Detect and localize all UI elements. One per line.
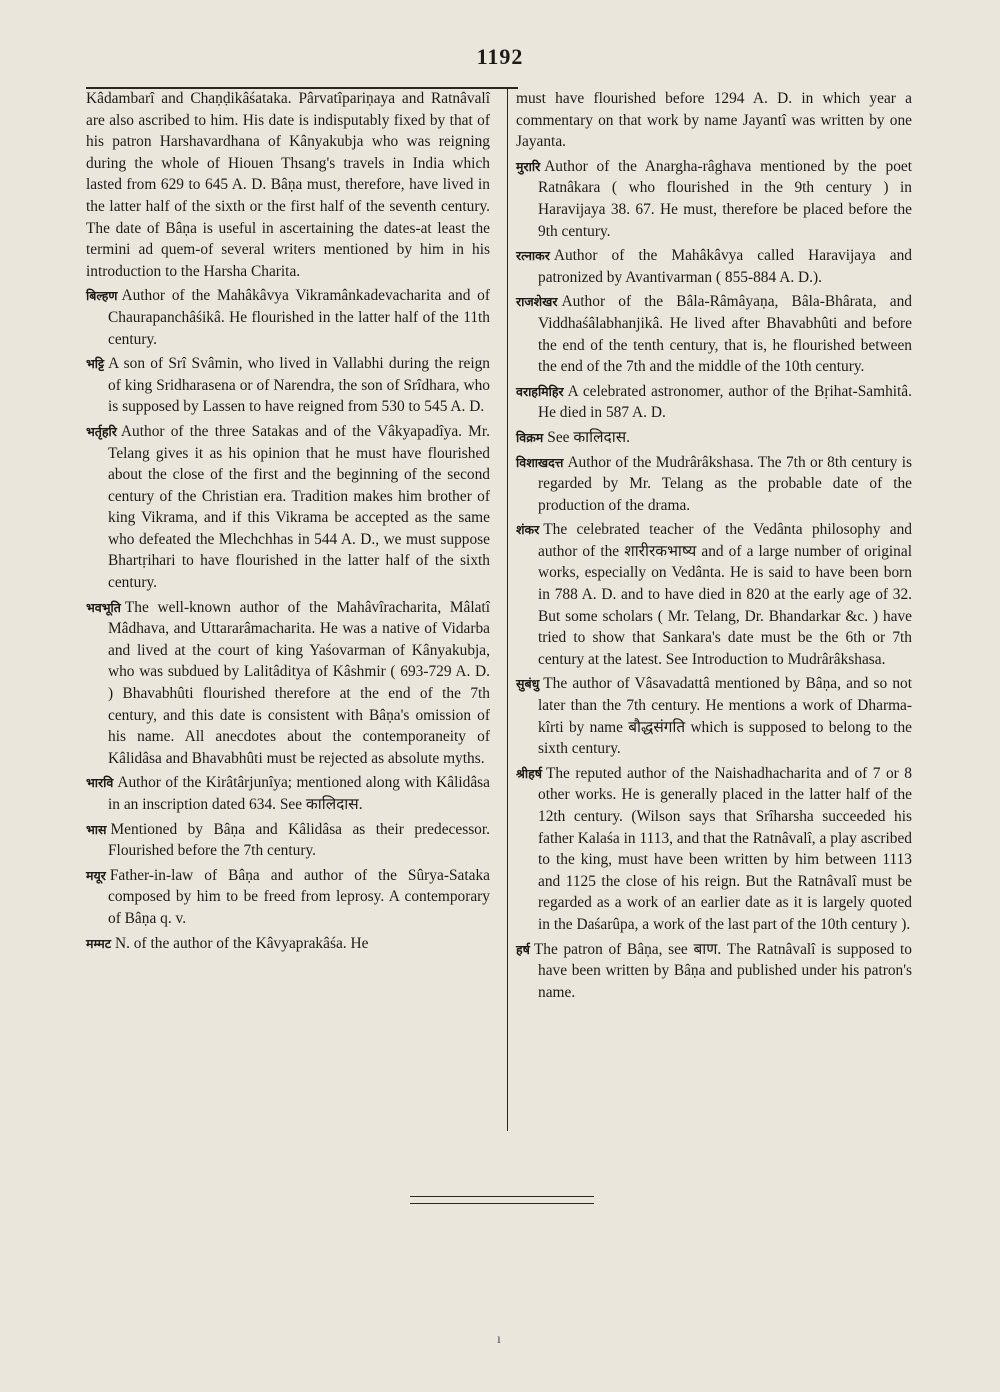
headword: भारवि bbox=[86, 775, 114, 791]
headword: वराहमिहिर bbox=[516, 383, 564, 399]
headword: श्रीहर्ष bbox=[516, 765, 542, 781]
headword: भट्टि bbox=[86, 356, 105, 372]
headword: शंकर bbox=[516, 522, 540, 538]
entry-vishakhadatta: विशाखदत्त Author of the Mudrârâkshasa. The 7th or 8th century is regarded by Mr. Telang as the probable date of the production of the drama. bbox=[516, 453, 912, 514]
right-column bbox=[516, 88, 912, 1006]
entry-ratnakara: रत्नाकर Author of the Mahâkâvya called Haravijaya and patronized by Avantivarman ( 855-884 A. D.). bbox=[516, 247, 912, 286]
headword: मुरारि bbox=[516, 158, 541, 174]
headword: भवभूति bbox=[86, 599, 121, 615]
entry-varahamihira: वराहमिहिर A celebrated astronomer, author of the Bṛihat-Samhitâ. He died in 587 A. D. bbox=[516, 382, 912, 422]
headword: मम्मट bbox=[86, 935, 111, 951]
entry-mayura: मयूर Father-in-law of Bâṇa and author of the Sûrya-Sataka composed by him to be freed from leprosy. A contemporary of Bâṇa q. v. bbox=[86, 866, 490, 927]
headword: रत्नाकर bbox=[516, 248, 550, 264]
entry-bhavabhuti: भवभूति The well-known author of the Mahâvîracharita, Mâlatî Mâdhava, and Uttararâmacharita. He was a native of Vidarba and lived at the court of king Yaśovarman of Kânyakubja, who was subdued by Lalitâditya of Kâshmir ( 693-729 A. D. ) Bhavabhûti flourished therefore at the end of the 7th century, and this date is consistent with Bâṇa's omission of his name. All anecdotes about the contemporaneity of Kâlidâsa and Bhavabhûti must be rejected as absolute myths. bbox=[86, 598, 490, 767]
page-number: 1192 bbox=[476, 44, 524, 69]
headword: भर्तृहरि bbox=[86, 423, 117, 439]
entry-bhatti: भट्टि A son of Srî Svâmin, who lived in Vallabhi during the reign of king Sridharasena or of Narendra, the son of Srîdhara, who is supposed by Lassen to have reigned from 530 to 545 A. D. bbox=[86, 355, 490, 416]
entry-bhasa: भास Mentioned by Bâṇa and Kâlidâsa as their predecessor. Flourished before the 7th century. bbox=[86, 820, 490, 860]
entry-subandhu: सुबंधु The author of Vâsavadattâ mentioned by Bâṇa, and so not later than the 7th century. He mentions a work of Dharma-kîrti by name बौद्धसंगति which is supposed to belong to the sixth century. bbox=[516, 675, 912, 758]
headword: राजशेखर bbox=[516, 294, 558, 310]
headword: भास bbox=[86, 821, 107, 837]
entry-shriharsha: श्रीहर्ष The reputed author of the Naishadhacharita and of 7 or 8 other works. He is generally placed in the latter half of the 12th century. (Wilson says that Srîharsha succeeded his father Kalaśa in 1113, and that the Ratnâvalî, a play ascribed to the king, must have been written by him between 1113 and 1125 the close of his reign. But the Ratnâvalî must be regarded as a work of an earlier date as it is largely quoted in the Daśarûpa, a work of the last part of the 10th century ). bbox=[516, 764, 912, 933]
entry-rajashekhara: राजशेखर Author of the Bâla-Râmâyaṇa, Bâla-Bhârata, and Viddhaśâlabhanjikâ. He lived after Bhavabhûti and before the end of the tenth century, that is, he flourished between the end of the 7th and the middle of the 10th century. bbox=[516, 293, 912, 376]
entry-bilhana: बिल्हण Author of the Mahâkâvya Vikramânkadevacharita and of Chaurapanchâśikâ. He flourished in the latter half of the 11th century. bbox=[86, 287, 490, 348]
left-column bbox=[86, 88, 490, 957]
headword: विशाखदत्त bbox=[516, 454, 564, 470]
end-double-rule bbox=[410, 1196, 594, 1204]
entry-shankara: शंकर The celebrated teacher of the Vedânta philosophy and author of the शारीरकभाष्य and of a large number of original works, especially on Vedânta. He is said to have been born in 788 A. D. and to have died in 820 at the early age of 32. But some scholars ( Mr. Telang, Dr. Bhandarkar &c. ) have tried to show that Sankara's date must be the 6th or 7th century at the latest. See Introduction to Mudrârâkshasa. bbox=[516, 521, 912, 668]
entry-continuation: Kâdambarî and Chaṇḍikâśataka. Pârvatîpariṇaya and Ratnâvalî are also ascribed to him. His date is indisputably fixed by that of his patron Harshavardhana of Kânyakubja who was reigning during the whole of Hiouen Thsang's travels in India which lasted from 629 to 645 A. D. Bâṇa must, therefore, have lived in the latter half of the sixth or the first half of the seventh century. The date of Bâṇa is useful in ascertaining the dates-at least the termini ad quem-of several writers mentioned by him in his introduction to the Harsha Charita. bbox=[86, 90, 490, 280]
entry-continuation: must have flourished before 1294 A. D. in which year a commentary on that work by name Jayantî was written by one Jayanta. bbox=[516, 90, 912, 151]
headword: सुबंधु bbox=[516, 676, 540, 692]
headword: हर्ष bbox=[516, 941, 530, 957]
entry-vikrama: विक्रम See कालिदास. bbox=[516, 428, 630, 446]
entry-bharavi: भारवि Author of the Kirâtârjunîya; mentioned along with Kâlidâsa in an inscription dated 634. See कालिदास. bbox=[86, 774, 490, 813]
headword: बिल्हण bbox=[86, 288, 118, 304]
entry-murari: मुरारि Author of the Anargha-râghava mentioned by the poet Ratnâkara ( who flourished in the 9th century ) in Haravijaya 38. 67. He must, therefore be placed before the 9th century. bbox=[516, 157, 912, 240]
entry-bhartrihari: भर्तृहरि Author of the three Satakas and of the Vâkyapadîya. Mr. Telang gives it as his opinion that he must have flourished about the close of the first and the beginning of the second century of the Christian era. Tradition makes him brother of king Vikrama, and if this Vikrama be accepted as the same who defeated the Mlechchhas in 544 A. D., we must suppose Bhartṛihari to have flourished in the latter half of the sixth century. bbox=[86, 422, 490, 592]
bottom-mark: ı bbox=[497, 1332, 501, 1347]
headword: विक्रम bbox=[516, 429, 544, 445]
headword: मयूर bbox=[86, 867, 106, 883]
entry-mammata: मम्मट N. of the author of the Kâvyaprakâśa. He bbox=[86, 934, 369, 952]
column-divider bbox=[507, 88, 508, 1131]
entry-harsha: हर्ष The patron of Bâṇa, see बाण. The Ratnâvalî is supposed to have been written by Bâṇa and published under his patron's name. bbox=[516, 940, 912, 1001]
